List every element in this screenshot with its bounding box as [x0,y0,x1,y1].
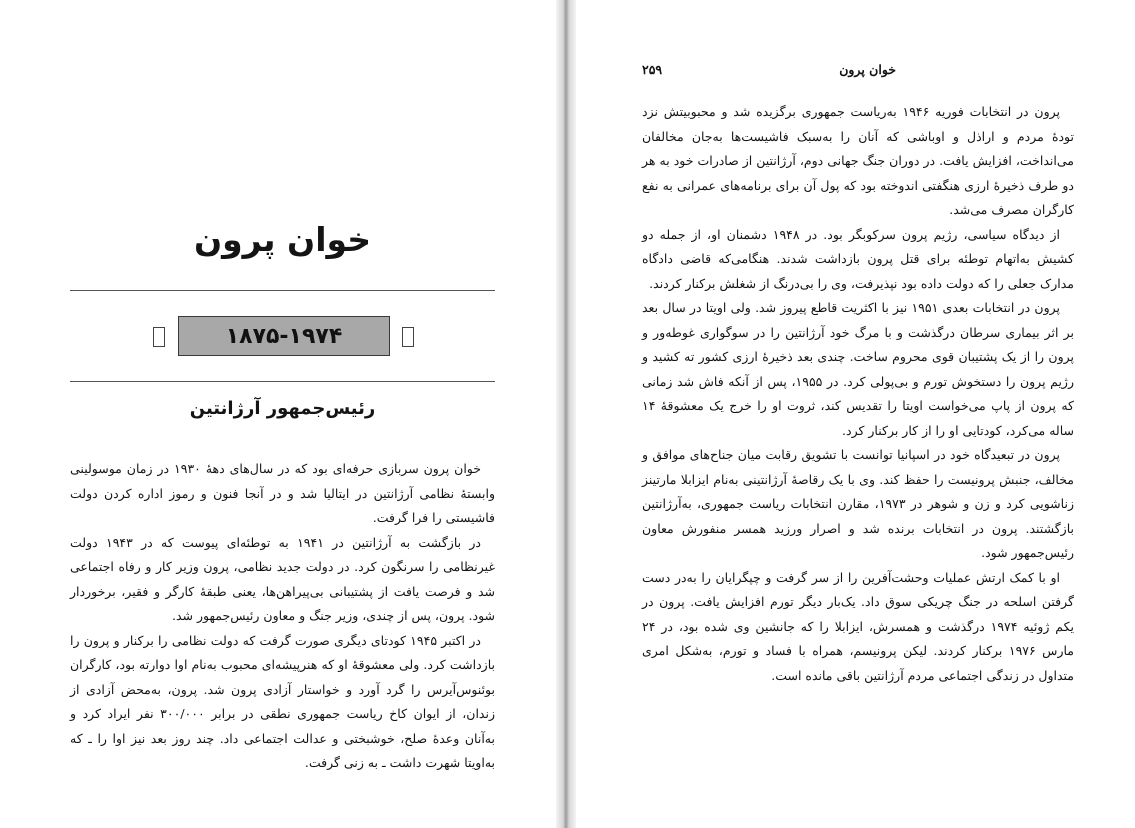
bottom-rule [70,381,495,382]
paragraph: در اکتبر ۱۹۴۵ کودتای دیگری صورت گرفت که دولت نظامی را برکنار و پرون را بازداشت کرد. ولی معشوقۀ او که هنرپیشه‌ای محبوب به‌نام اوا دوارته بود، کارگران بوئنوس‌آیرس را گرد آورد و خواستار آزادی پرون شد. پرون، به‌محض آزادی از زندان، از ایوان کاخ ریاست جمهوری نطقی در برابر ۳۰۰/۰۰۰ نفر ایراد کرد و به‌آنان وعدۀ صلح، خوشبختی و عدالت اجتماعی داد. چند روز بعد نیز اوا را ـ که به‌اویتا شهرت داشت ـ به زنی گرفت. [70,632,495,770]
right-body-text [642,100,1074,688]
paragraph: پرون در تبعیدگاه خود در اسپانیا توانست با تشویق رقابت میان جناح‌های موافق و مخالف، جنبش پرونیست را حفظ کند. وی با یک رقاصۀ آرژانتینی به‌نام ایزابلا مارتینز زناشویی کرد و زن و شوهر در ۱۹۷۳، مقارن انتخابات ریاست جمهوری، به‌آرژانتین بازگشتند. پرون در انتخابات برنده شد و اصرار ورزید همسر منفورش معاون رئیس‌جمهور شود. [642,447,1074,560]
chapter-subtitle: رئیس‌جمهور آرژانتین [189,398,376,419]
book-spine-gutter [556,0,576,828]
paragraph: او با کمک ارتش عملیات وحشت‌آفرین را از سر گرفت و چپگرایان را به‌در دست گرفتن اسلحه در جنگ چریکی سوق داد. یک‌بار دیگر تورم افزایش یافت. پرون در یکم ژوئیه ۱۹۷۴ درگذشت و همسرش، ایزابلا را که جانشین وی شده بود، در ۲۴ مارس ۱۹۷۶ برکنار کردند. لیکن پرونیسم، همراه با فساد و تورم، به‌شکل امری متداول در زندگی اجتماعی مردم آرژانتین باقی مانده است. [642,569,1074,683]
paragraph: پرون در انتخابات فوریه ۱۹۴۶ به‌ریاست جمهوری برگزیده شد و محبوبیتش نزد تودۀ مردم و اراذل و اوباشی که آنان را به‌سبک فاشیست‌ها به‌جان مخالفان می‌انداخت، افزایش یافت. در دوران جنگ جهانی دوم، آرژانتین از صادرات خود به هر دو طرف ذخیرۀ ارزی هنگفتی اندوخته بود که پول آن برای برنامه‌های عمرانی به نفع کارگران مصرف می‌شد. [642,104,1074,217]
paragraph: در بازگشت به آرژانتین در ۱۹۴۱ به توطئه‌ای پیوست که در ۱۹۴۳ دولت غیرنظامی را سرنگون کرد. در دولت جدید نظامی، پرون وزیر کار و رفاه اجتماعی شد و فرصت یافت از پشتیبانی بی‌پیراهن‌ها، یعنی طبقۀ کارگر و فقیر، برخوردار شود. پرون، پس از چندی، وزیر جنگ و معاون رئیس‌جمهور شد. [70,534,495,623]
paragraph: از دیدگاه سیاسی، رژیم پرون سرکوبگر بود. در ۱۹۴۸ دشمنان او، از جمله دو کشیش به‌اتهام توطئه برای قتل پرون بازداشت شدند. هنگامی‌که قاضی دادگاه مدارک جعلی را که دولت داده بود نپذیرفت، وی را بی‌درنگ از شغلش برکنار کردند. [642,226,1074,291]
right-page [576,0,1135,828]
paragraph: خوان پرون سربازی حرفه‌ای بود که در سال‌های دهۀ ۱۹۳۰ در زمان موسولینی وابستۀ نظامی آرژانتین در ایتالیا شد و در آنجا فنون و رموز اداره کردن دولت فاشیستی را فرا گرفت. [70,461,495,525]
date-range-band [178,316,390,356]
page-number: ۲۵۹ [642,62,663,77]
ornament-box-left [153,327,165,347]
paragraph: پرون در انتخابات بعدی ۱۹۵۱ نیز با اکثریت قاطع پیروز شد. ولی اویتا در سال بعد بر اثر بیماری سرطان درگذشت و با مرگ خود آرژانتین را در سوگواری غوطه‌ور و پرون را از یک پشتیبان قوی محروم ساخت. چندی بعد ذخیرۀ ارزی کشور ته کشید و رژیم پرون را دستخوش تورم و بی‌پولی کرد. در ۱۹۵۵، پس از آنکه فاش شد زمانی که پرون از پاپ می‌خواست اویتا را تقدیس کند، ثروت او را خرج یک معشوقۀ ۱۴ ساله می‌کرد، کودتایی او را از کار برکنار کرد. [642,300,1074,438]
ornament-box-right [402,327,414,347]
left-body-text [70,457,495,776]
left-page [0,0,556,828]
top-rule [70,290,495,291]
running-head [642,62,1074,84]
running-head-title: خوان پرون [839,62,896,77]
chapter-title: خوان پرون [193,220,372,259]
date-range: ۱۸۷۵-۱۹۷۴ [225,323,343,349]
